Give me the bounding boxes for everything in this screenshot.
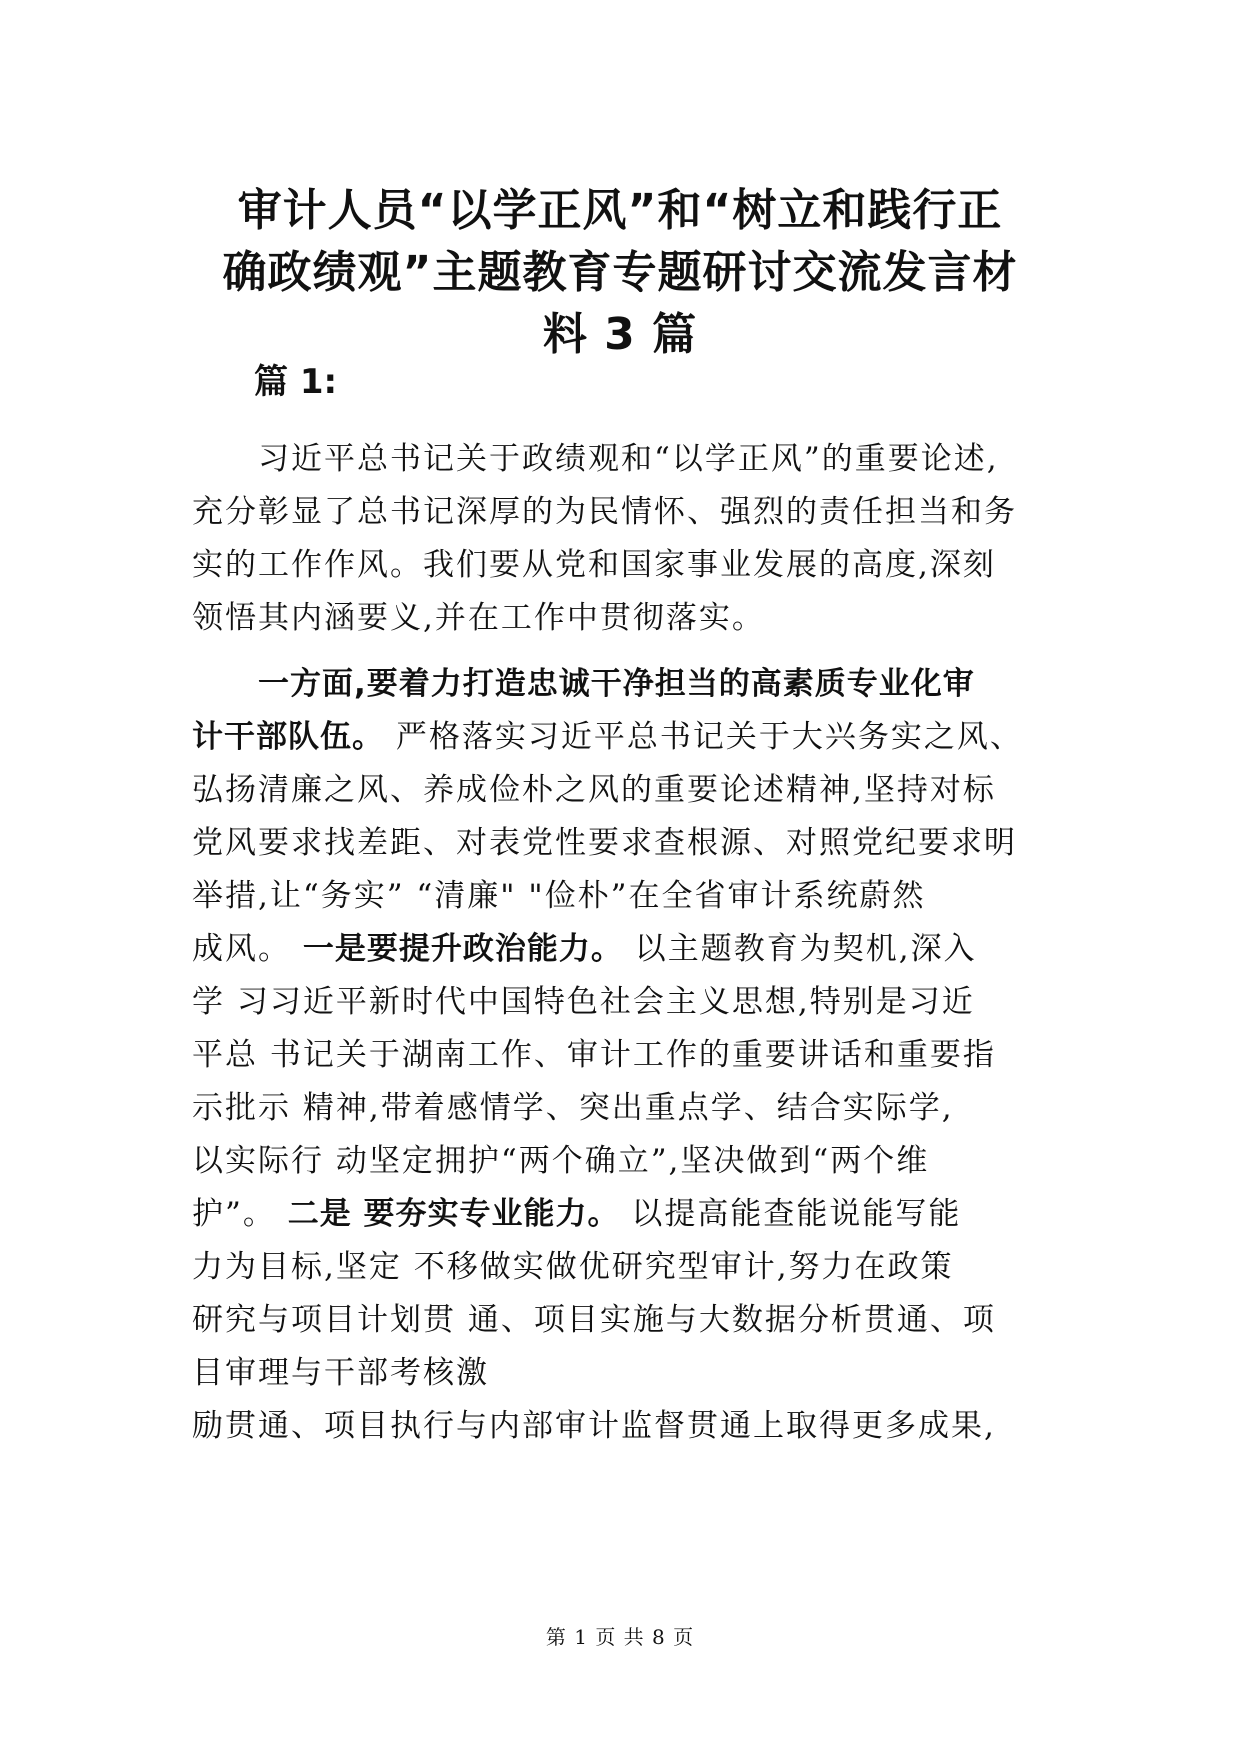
paragraph-line: 习近平总书记关于政绩观和“以学正风”的重要论述, xyxy=(258,441,999,477)
section-heading: 篇 1: xyxy=(254,362,338,402)
document-title xyxy=(150,180,1090,366)
title-line: 审计人员“以学正风”和“树立和践行正 xyxy=(237,185,1003,236)
paragraph-line: 领悟其内涵要义,并在工作中贯彻落实。 xyxy=(192,600,765,636)
page-footer: 第 1 页 共 8 页 xyxy=(545,1625,695,1649)
body-text: 成风。 xyxy=(192,931,303,967)
paragraph-line: 学 习习近平新时代中国特色社会主义思想,特别是习近 xyxy=(192,984,975,1020)
paragraph-line xyxy=(192,923,1092,976)
paragraph-line xyxy=(192,658,1092,711)
bold-lead: 一方面,要着力打造忠诚干净担当的高素质专业化审 xyxy=(258,666,975,702)
paragraph-line: 实的工作作风。我们要从党和国家事业发展的高度,深刻 xyxy=(192,547,996,583)
paragraph-line: 充分彰显了总书记深厚的为民情怀、强烈的责任担当和务 xyxy=(192,494,1017,530)
bold-lead: 计干部队伍。 xyxy=(192,719,384,755)
intro-paragraph xyxy=(192,433,1092,645)
paragraph-line xyxy=(192,711,1092,764)
paragraph-line: 力为目标,坚定 不移做实做优研究型审计,努力在政策 xyxy=(192,1249,954,1285)
paragraph-line: 励贯通、项目执行与内部审计监督贯通上取得更多成果, xyxy=(192,1408,996,1444)
body-text: 严格落实习近平总书记关于大兴务实之风、 xyxy=(384,719,1023,755)
body-text: 以提高能查能说能写能 xyxy=(619,1196,962,1232)
paragraph-line: 平总 书记关于湖南工作、审计工作的重要讲话和重要指 xyxy=(192,1037,996,1073)
body-text: 护”。 xyxy=(192,1196,288,1232)
paragraph-line: 党风要求找差距、对表党性要求查根源、对照党纪要求明 xyxy=(192,825,1017,861)
title-line: 确政绩观”主题教育专题研讨交流发言材 xyxy=(222,247,1018,298)
paragraph-line: 弘扬清廉之风、养成俭朴之风的重要论述精神,坚持对标 xyxy=(192,772,996,808)
paragraph-line: 举措,让“务实” “清廉" "俭朴”在全省审计系统蔚然 xyxy=(192,878,926,914)
body-paragraph xyxy=(192,658,1092,1453)
paragraph-line xyxy=(192,1188,1092,1241)
title-line: 料 3 篇 xyxy=(542,309,698,360)
paragraph-line: 以实际行 动坚定拥护“两个确立”,坚决做到“两个维 xyxy=(192,1143,930,1179)
paragraph-line: 研究与项目计划贯 通、项目实施与大数据分析贯通、项 xyxy=(192,1302,996,1338)
bold-point: 一是要提升政治能力。 xyxy=(302,931,623,967)
paragraph-line: 示批示 精神,带着感情学、突出重点学、结合实际学, xyxy=(192,1090,954,1126)
paragraph-line: 目审理与干部考核激 xyxy=(192,1355,489,1391)
bold-point: 二是 要夯实专业能力。 xyxy=(287,1196,620,1232)
body-text: 以主题教育为契机,深入 xyxy=(622,931,977,967)
